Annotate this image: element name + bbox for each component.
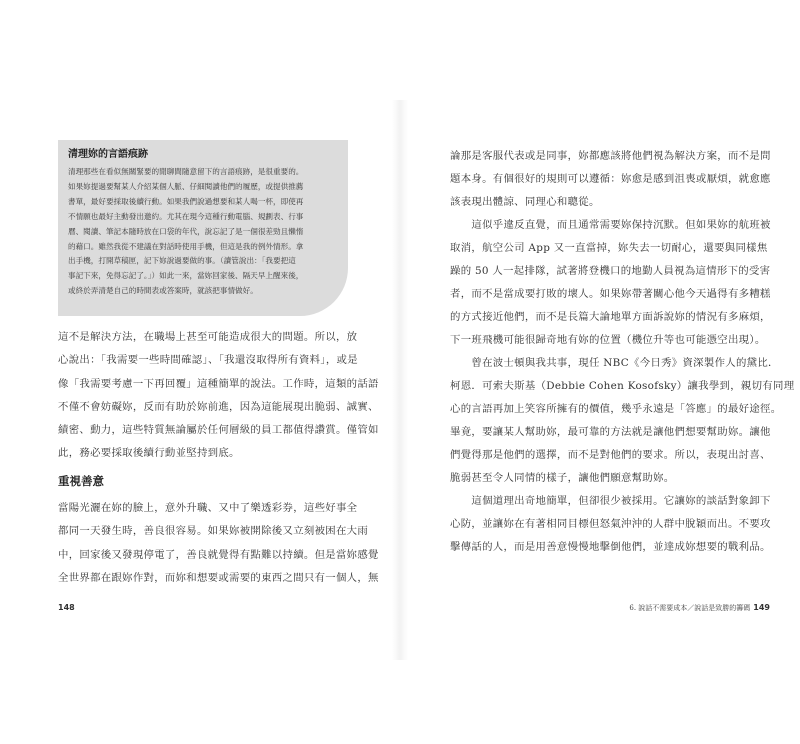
text-line: 取消，航空公司 App 又一直當掉，妳失去一切耐心，還要與同樣焦 — [450, 242, 768, 254]
text-line: 這個道理出奇地簡單，但卻很少被採用。它讓妳的談話對象卸下 — [450, 495, 771, 507]
text-line: 脆弱甚至令人同情的樣子，讓他們願意幫助妳。 — [450, 472, 675, 484]
sidebar-line: 清理那些在看似無關緊要的閒聊間隨意留下的言語痕跡，是很重要的。 — [68, 167, 304, 176]
text-line: 當陽光灑在妳的臉上，意外升職、又中了樂透彩券，這些好事全 — [58, 502, 358, 514]
right-body-text — [450, 145, 795, 559]
sidebar-text — [68, 165, 338, 299]
text-line: 的方式接近他們，而不是長篇大論地單方面訴說妳的情況有多麻煩， — [450, 311, 771, 323]
text-line: 心說出：「我需要一些時間確認」、「我還沒取得所有資料」，或是 — [58, 354, 358, 367]
page-number-left: 148 — [58, 603, 75, 612]
text-line: 像「我需要考慮一下再回覆」這種簡單的說法。工作時，這類的話語 — [58, 377, 379, 390]
running-footer-right — [595, 603, 770, 613]
sidebar-line: 事記下來，免得忘記了。」）如此一來，當妳回家後、隔天早上醒來後， — [68, 271, 304, 281]
text-line: 們覺得那是他們的選擇，而不是對他們的要求。所以，表現出討喜、 — [450, 449, 771, 461]
sidebar-line: 書單，最好要採取後續行動。如果我們說過想要和某人喝一杯，即使再 — [68, 196, 304, 206]
text-line: 曾在波士頓與我共事，現任 NBC《今日秀》資深製作人的黛比． — [450, 357, 779, 369]
text-line: 此，務必要採取後續行動並堅持到底。 — [58, 447, 240, 460]
sidebar-line: 不情願也最好主動發出邀約。尤其在現今這種行動電腦、規劃表、行事 — [68, 211, 304, 221]
sidebar-line: 如果妳提過要幫某人介紹某個人脈、仔細閱讀他們的履歷，或提供推薦 — [68, 181, 304, 191]
text-line: 這不是解決方法，在職場上甚至可能造成很大的問題。所以，放 — [58, 331, 358, 343]
left-body-paragraph-2 — [58, 497, 379, 590]
text-line: 中，回家後又發現停電了，善良就覺得有點難以持續。但是當妳感覺 — [58, 548, 379, 561]
sidebar-line: 曆、閱讀、筆記本隨時放在口袋的年代，說忘記了是一個很差勁且懶惰 — [68, 226, 304, 236]
chapter-title: 6. 說話不需要成本／說話是致勝的籌碼 — [629, 604, 751, 612]
text-line: 都同一天發生時，善良很容易。如果妳被開除後又立刻被困在大雨 — [58, 525, 369, 538]
text-line: 柯恩．可索夫斯基（Debbie Cohen Kosofsky）讓我學到，親切有同理 — [450, 380, 795, 392]
section-heading: 重視善意 — [58, 474, 104, 488]
text-line: 全世界都在跟妳作對，而妳和想要或需要的東西之間只有一個人，無 — [58, 571, 379, 584]
sidebar-line: 出手機，打開草稿匣，記下妳說過要做的事。（讀管說出：「我要把這 — [68, 256, 296, 266]
text-line: 擊傳話的人，而是用善意慢慢地擊倒他們，並達成妳想要的戰利品。 — [450, 541, 771, 553]
text-line: 不僅不會妨礙妳，反而有助於妳前進，因為這能展現出脆弱、誠實、 — [58, 400, 379, 413]
text-line: 該表現出體諒、同理心和聰從。 — [450, 196, 600, 208]
text-line: 題本身。有個很好的規則可以遵循：妳愈是感到沮喪或厭煩，就愈應 — [450, 173, 771, 185]
text-line: 畢竟，要讓某人幫助妳，最可靠的方法就是讓他們想要幫助妳。讓他 — [450, 426, 771, 438]
text-line: 這似乎違反直覺，而且通常需要妳保持沉默。但如果妳的航班被 — [450, 219, 771, 231]
text-line: 心防，並讓妳在有著相同目標但怒氣沖沖的人群中脫穎而出。不要攻 — [450, 518, 771, 530]
text-line: 績密、動力，這些特質無論屬於任何層級的員工都值得讚賞。僅管如 — [58, 424, 379, 437]
sidebar-title: 清理妳的言語痕跡 — [68, 149, 148, 160]
text-line: 下一班飛機可能很歸奇地有妳的位置（機位升等也可能憑空出現）。 — [450, 334, 766, 346]
sidebar-line: 或終於弄清楚自己的時間表或答案時，就該把事情做好。 — [68, 286, 258, 296]
left-body-paragraph — [58, 326, 379, 466]
text-line: 心的言語再加上笑容所擁有的價值，幾乎永遠是「答應」的最好途徑。 — [450, 403, 782, 415]
sidebar-line: 的藉口。雖然我從不建議在對話時使用手機，但這是我的例外情形。拿 — [68, 241, 304, 251]
text-line: 躁的 50 人一起排隊，試著將登機口的地勤人員視為這情形下的受害 — [450, 265, 771, 277]
text-line: 者，而不是當成要打敗的壞人。如果妳帶著關心他今天過得有多糟糕 — [450, 288, 771, 300]
page-number-right: 149 — [753, 603, 770, 612]
sidebar-box — [58, 140, 348, 316]
text-line: 論那是客服代表或是同事，妳都應該將他們視為解決方案，而不是問 — [450, 150, 771, 162]
